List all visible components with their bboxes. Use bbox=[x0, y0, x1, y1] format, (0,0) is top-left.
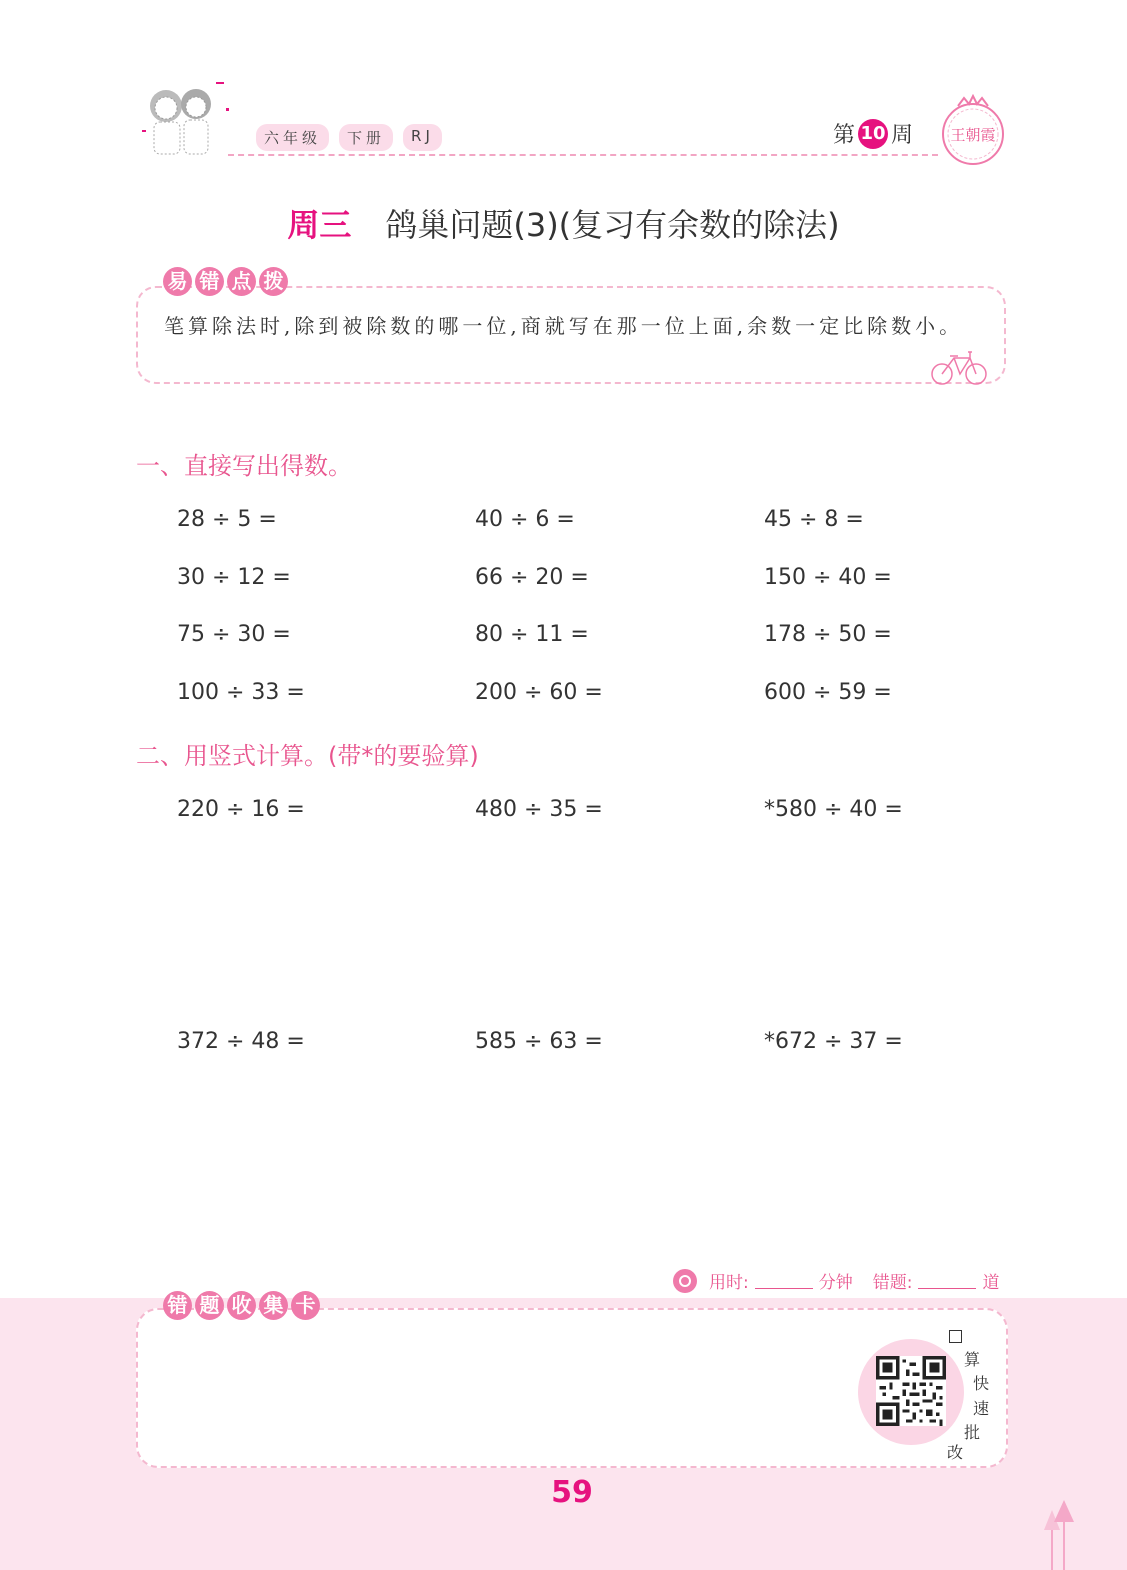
vertical-problem: 585 ÷ 63 = bbox=[475, 1029, 603, 1054]
card-label-char: 题 bbox=[195, 1291, 224, 1320]
oral-problem: 30 ÷ 12 = bbox=[177, 565, 291, 590]
volume-tag: 下册 bbox=[339, 124, 393, 151]
oral-problem: 100 ÷ 33 = bbox=[177, 680, 305, 705]
title-day: 周三 bbox=[287, 206, 352, 244]
tip-label-char: 易 bbox=[163, 267, 192, 296]
section1-heading: 一、直接写出得数。 bbox=[136, 452, 352, 480]
errors-label: 错题: bbox=[872, 1273, 913, 1293]
page-number: 59 bbox=[551, 1475, 593, 1510]
oral-problem: 150 ÷ 40 = bbox=[764, 565, 892, 590]
qr-caption-char: 速 bbox=[973, 1399, 990, 1418]
qr-code-icon[interactable] bbox=[876, 1356, 946, 1426]
timer-row bbox=[673, 1268, 999, 1293]
vertical-problem: 372 ÷ 48 = bbox=[177, 1029, 305, 1054]
oral-problem: 600 ÷ 59 = bbox=[764, 680, 892, 705]
grade-tags bbox=[256, 124, 442, 151]
stopwatch-icon bbox=[673, 1269, 697, 1293]
oral-problem: 45 ÷ 8 = bbox=[764, 507, 864, 532]
tip-label-char: 错 bbox=[195, 267, 224, 296]
vertical-problem: *580 ÷ 40 = bbox=[764, 797, 903, 822]
tip-text: 笔算除法时,除到被除数的哪一位,商就写在那一位上面,余数一定比除数小。 bbox=[164, 314, 964, 338]
vertical-problem: 220 ÷ 16 = bbox=[177, 797, 305, 822]
brand-seal-icon bbox=[936, 94, 1010, 168]
card-label bbox=[163, 1291, 320, 1320]
time-label: 用时: bbox=[709, 1273, 749, 1293]
card-label-char: 错 bbox=[163, 1291, 192, 1320]
oral-problem: 66 ÷ 20 = bbox=[475, 565, 589, 590]
arrow-up-icon bbox=[1040, 1500, 1080, 1570]
qr-caption-char: 快 bbox=[973, 1374, 990, 1393]
tip-label-char: 拨 bbox=[259, 267, 288, 296]
section2-heading: 二、用竖式计算。(带*的要验算) bbox=[136, 742, 479, 770]
oral-problem: 40 ÷ 6 = bbox=[475, 507, 575, 532]
errors-blank[interactable] bbox=[918, 1272, 976, 1289]
vertical-problem: *672 ÷ 37 = bbox=[764, 1029, 903, 1054]
tip-label bbox=[163, 267, 288, 296]
bicycle-icon bbox=[930, 346, 990, 386]
errors-unit: 道 bbox=[982, 1273, 1000, 1293]
qr-caption-char: 改 bbox=[947, 1443, 964, 1462]
title-topic: 鸽巢问题(3)(复习有余数的除法) bbox=[385, 206, 840, 244]
week-number: 10 bbox=[858, 119, 888, 149]
card-label-char: 卡 bbox=[291, 1291, 320, 1320]
oral-problem: 75 ÷ 30 = bbox=[177, 622, 291, 647]
week-indicator bbox=[833, 118, 913, 149]
vertical-problem: 480 ÷ 35 = bbox=[475, 797, 603, 822]
time-blank[interactable] bbox=[755, 1272, 813, 1289]
svg-text:王朝霞: 王朝霞 bbox=[950, 126, 996, 144]
header-divider bbox=[228, 154, 938, 156]
tip-label-char: 点 bbox=[227, 267, 256, 296]
oral-problem: 178 ÷ 50 = bbox=[764, 622, 892, 647]
qr-caption-char: 算 bbox=[964, 1350, 981, 1369]
oral-problem: 80 ÷ 11 = bbox=[475, 622, 589, 647]
week-suffix: 周 bbox=[891, 123, 914, 148]
card-label-char: 收 bbox=[227, 1291, 256, 1320]
edition-tag: RJ bbox=[403, 124, 442, 151]
oral-problem: 200 ÷ 60 = bbox=[475, 680, 603, 705]
oral-problem: 28 ÷ 5 = bbox=[177, 507, 277, 532]
time-unit: 分钟 bbox=[818, 1273, 853, 1293]
checkbox-icon bbox=[949, 1330, 962, 1343]
qr-caption-char: 批 bbox=[964, 1423, 981, 1442]
kids-illustration bbox=[140, 78, 235, 160]
page-title bbox=[0, 200, 1127, 246]
week-prefix: 第 bbox=[833, 123, 856, 148]
card-label-char: 集 bbox=[259, 1291, 288, 1320]
grade-tag: 六年级 bbox=[256, 124, 329, 151]
